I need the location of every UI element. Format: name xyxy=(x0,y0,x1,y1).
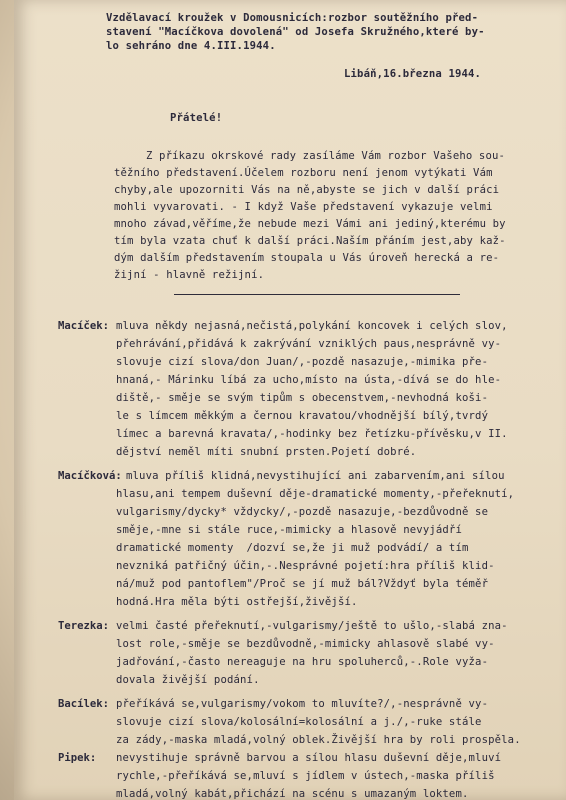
role-line: rychle,-přeříkává se,mluví s jídlem v ústech,-maska příliš xyxy=(116,770,495,782)
role-line: hlasu,ani tempem duševní děje-dramatické momenty,-přeřeknutí, xyxy=(116,488,515,500)
role-name: Macíčková: xyxy=(58,470,122,482)
role-line: přeříkává se,vulgarismy/vokom to mluvíte?/,-nesprávně vy- xyxy=(116,698,489,710)
role-line: za zády,-maska mladá,volný oblek.Živější hra by roli prospěla. xyxy=(116,734,521,746)
paper-sheet xyxy=(14,0,566,800)
role-name: Macíček: xyxy=(58,320,110,332)
place-date: Libáň,16.března 1944. xyxy=(344,68,482,80)
role-line: mladá,volný kabát,přichází na scénu s umazaným loktem. xyxy=(116,788,469,800)
role-line: dramatické momenty /dozví se,že ji muž podvádí/ a tím xyxy=(116,542,469,554)
role-line: nevystihuje správně barvou a sílou hlasu duševní děje,mluví xyxy=(116,752,502,764)
role-line: přehrávání,přidává k zakrývání vzniklých paus,nesprávně vy- xyxy=(116,338,502,350)
header-line-1: Vzdělavací kroužek v Domousnicích:rozbor soutěžního před- xyxy=(106,12,479,24)
role-line: mluva někdy nejasná,nečistá,polykání koncovek i celých slov, xyxy=(116,320,508,332)
intro-line: mnoho závad,věříme,že nebude mezi Vámi ani jediný,kterému by xyxy=(114,218,506,230)
intro-line: těžního představení.Účelem rozboru není jenom vytýkati Vám xyxy=(114,167,493,179)
role-line: vulgarismy/dycky* vždycky/,-pozdě nasazuje,-bezdůvodně se xyxy=(116,506,489,518)
role-line: jadřování,-často nereaguje na hru spoluherců,-.Role vyža- xyxy=(116,656,489,668)
role-line: slovuje cizí slova/don Juan/,-pozdě nasazuje,-mimika pře- xyxy=(116,356,489,368)
header-line-3: lo sehráno dne 4.III.1944. xyxy=(106,40,276,52)
intro-line: tím byla vzata chuť k další práci.Naším přáním jest,aby kaž- xyxy=(114,235,506,247)
role-line: hodná.Hra měla býti ostřejší,živější. xyxy=(116,596,358,608)
role-line: nevzniká patřičný účin,-.Nesprávné pojetí:hra příliš klid- xyxy=(116,560,495,572)
intro-line: chyby,ale upozorniti Vás na ně,abyste se jich v další práci xyxy=(114,184,500,196)
role-line: diště,- směje se svým tipům s obecenstvem,-nevhodná koši- xyxy=(116,392,489,404)
role-name: Bacílek: xyxy=(58,698,110,710)
role-line: ná/muž pod pantoflem"/Proč se jí muž bál?Vždyť byla téměř xyxy=(116,578,489,590)
intro-line: mohli vyvarovati. - I když Vaše představení vykazuje velmi xyxy=(114,201,493,213)
intro-line: Z příkazu okrskové rady zasíláme Vám rozbor Vašeho sou- xyxy=(146,150,506,162)
header-line-2: stavení "Macíčkova dovolená" od Josefa Skružného,které by- xyxy=(106,26,485,38)
section-divider xyxy=(174,294,460,295)
intro-line: žijní - hlavně režijní. xyxy=(114,269,265,281)
role-line: směje,-mne si stále ruce,-mimicky a hlasově nevyjádří xyxy=(116,524,462,536)
role-line: hnaná,- Márinku líbá za ucho,místo na ústa,-dívá se do hle- xyxy=(116,374,502,386)
role-line: mluva příliš klidná,nevystihující ani zabarvením,ani sílou xyxy=(126,470,505,482)
role-line: límec a barevná kravata/,-hodinky bez řetízku-přívěsku,v II. xyxy=(116,428,508,440)
role-line: slovuje cizí slova/kolosální=kolosální a j./,-ruke stále xyxy=(116,716,482,728)
role-name: Pipek: xyxy=(58,752,97,764)
salutation: Přátelé! xyxy=(170,112,223,124)
role-line: le s límcem měkkým a černou kravatou/vhodnější bílý,tvrdý xyxy=(116,410,489,422)
role-line: velmi časté přeřeknutí,-vulgarismy/ještě to ušlo,-slabá zna- xyxy=(116,620,508,632)
role-line: lost role,-směje se bezdůvodně,-mimicky ahlasově slabé vy- xyxy=(116,638,495,650)
intro-line: dým dalším představením stoupala u Vás úroveň herecká a re- xyxy=(114,252,500,264)
role-name: Terezka: xyxy=(58,620,110,632)
role-line: dějství neměl míti snubní prsten.Pojetí dobré. xyxy=(116,446,417,458)
role-line: dovala živější podání. xyxy=(116,674,260,686)
